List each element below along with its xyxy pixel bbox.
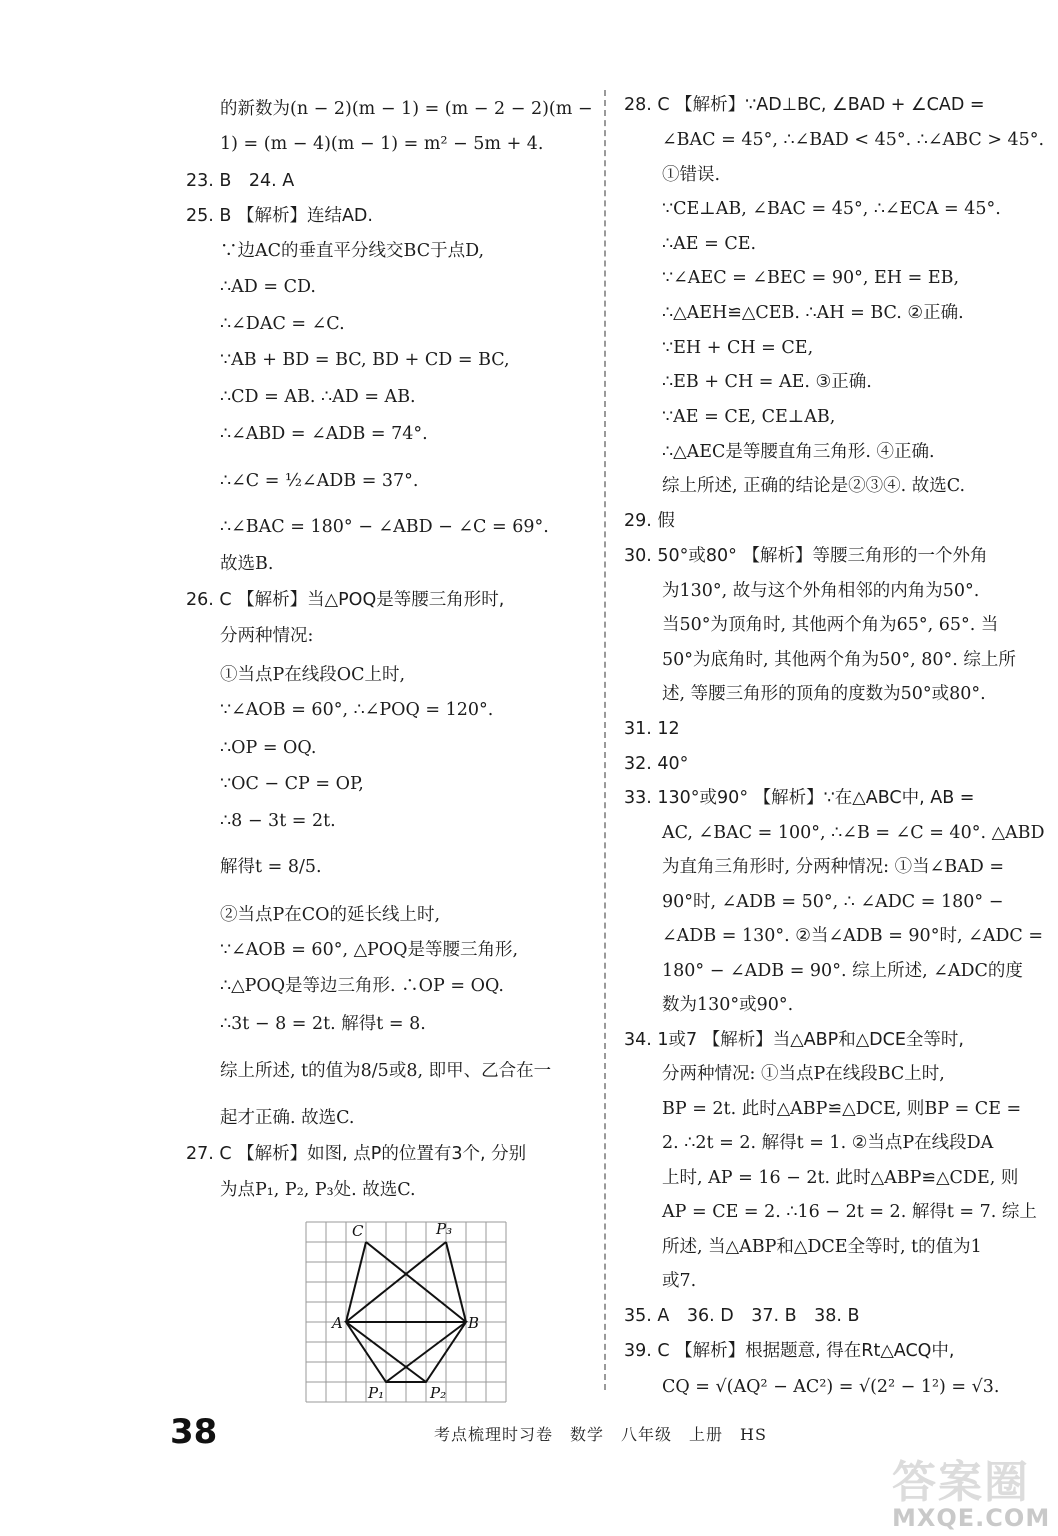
- footer-title: 考点梳理时习卷 数学 八年级 上册 HS: [434, 1425, 767, 1444]
- answer-line: ∴CD = AB. ∴AD = AB.: [220, 387, 416, 407]
- point-label-b: B: [468, 1314, 480, 1332]
- point-label-p3: P₃: [436, 1220, 453, 1238]
- answer-line: ∠BAC = 45°, ∴∠BAD < 45°. ∴∠ABC > 45°.: [662, 130, 1045, 150]
- answer-line: 分两种情况:: [220, 626, 314, 646]
- answer-line: ∴AD = CD.: [220, 277, 316, 297]
- point-label-p2: P₂: [430, 1384, 447, 1402]
- answer-line: 31. 12: [624, 719, 680, 739]
- answer-line: 90°时, ∠ADB = 50°, ∴ ∠ADC = 180° −: [662, 892, 1004, 912]
- answer-line: 为点P₁, P₂, P₃处. 故选C.: [220, 1180, 416, 1200]
- answer-line: 30. 50°或80° 【解析】等腰三角形的一个外角: [624, 546, 988, 566]
- answer-line: 故选B.: [220, 554, 274, 574]
- answer-line: 1) = (m − 4)(m − 1) = m² − 5m + 4.: [220, 134, 544, 154]
- answer-line: 或7.: [662, 1271, 697, 1291]
- answer-line: 27. C 【解析】如图, 点P的位置有3个, 分别: [186, 1144, 527, 1164]
- answer-line: 综上所述, 正确的结论是②③④. 故选C.: [662, 476, 966, 496]
- answer-line: ∵EH + CH = CE,: [662, 338, 814, 358]
- answer-line: ①错误.: [662, 165, 721, 185]
- answer-line: ∵CE⊥AB, ∠BAC = 45°, ∴∠ECA = 45°.: [662, 199, 1001, 219]
- answer-line: 的新数为(n − 2)(m − 1) = (m − 2 − 2)(m −: [220, 99, 593, 119]
- answer-line: 180° − ∠ADB = 90°. 综上所述, ∠ADC的度: [662, 961, 1023, 981]
- answer-line: 35. A 36. D 37. B 38. B: [624, 1306, 860, 1326]
- answer-line: ∴8 − 3t = 2t.: [220, 811, 336, 831]
- answer-line: 为130°, 故与这个外角相邻的内角为50°.: [662, 581, 980, 601]
- answer-line: ∠ADB = 130°. ②当∠ADB = 90°时, ∠ADC =: [662, 926, 1044, 946]
- answer-line: 28. C 【解析】∵AD⊥BC, ∠BAD + ∠CAD =: [624, 95, 985, 115]
- answer-line: 述, 等腰三角形的顶角的度数为50°或80°.: [662, 684, 986, 704]
- answer-line: ①当点P在线段OC上时,: [220, 665, 406, 685]
- answer-line: 25. B 【解析】连结AD.: [186, 206, 373, 226]
- answer-line: 解得t = 8/5.: [220, 857, 322, 877]
- watermark: [892, 1446, 1051, 1532]
- answer-line: ∴△POQ是等边三角形. ∴OP = OQ.: [220, 976, 504, 996]
- answer-line: 所述, 当△ABP和△DCE全等时, t的值为1: [662, 1237, 982, 1257]
- answer-line: ∵边AC的垂直平分线交BC于点D,: [220, 241, 485, 261]
- answer-line: ∴OP = OQ.: [220, 738, 317, 758]
- answer-line: ∴∠ABD = ∠ADB = 74°.: [220, 424, 428, 444]
- answer-line: ∵OC − CP = OP,: [220, 774, 364, 794]
- answer-line: 32. 40°: [624, 754, 689, 774]
- answer-line: 数为130°或90°.: [662, 995, 794, 1015]
- answer-line: 23. B 24. A: [186, 171, 295, 191]
- point-label-c: C: [352, 1222, 364, 1240]
- answer-line: CQ = √(AQ² − AC²) = √(2² − 1²) = √3.: [662, 1377, 1000, 1397]
- answer-line: 上时, AP = 16 − 2t. 此时△ABP≌△CDE, 则: [662, 1168, 1019, 1188]
- answer-line: ∴△AEH≌△CEB. ∴AH = BC. ②正确.: [662, 303, 964, 323]
- answer-line: 起才正确. 故选C.: [220, 1108, 355, 1128]
- answer-line: 分两种情况: ①当点P在线段BC上时,: [662, 1064, 945, 1084]
- answer-line: ∴∠C = ½∠ADB = 37°.: [220, 471, 419, 491]
- answer-line: 33. 130°或90° 【解析】∵在△ABC中, AB =: [624, 788, 975, 808]
- answer-line: ∵∠AOB = 60°, △POQ是等腰三角形,: [220, 940, 519, 960]
- answer-line: 当50°为顶角时, 其他两个角为65°, 65°. 当: [662, 615, 999, 635]
- answer-line: ∴3t − 8 = 2t. 解得t = 8.: [220, 1014, 426, 1034]
- grid-figure: [298, 1214, 510, 1410]
- answer-line: 39. C 【解析】根据题意, 得在Rt△ACQ中,: [624, 1341, 955, 1361]
- answer-line: ②当点P在CO的延长线上时,: [220, 905, 441, 925]
- answer-line: ∴∠DAC = ∠C.: [220, 314, 345, 334]
- watermark-logo: 答案圈: [892, 1457, 1030, 1508]
- answer-line: 26. C 【解析】当△POQ是等腰三角形时,: [186, 590, 505, 610]
- answer-line: ∴△AEC是等腰直角三角形. ④正确.: [662, 442, 935, 462]
- answer-line: 34. 1或7 【解析】当△ABP和△DCE全等时,: [624, 1030, 964, 1050]
- answer-line: AC, ∠BAC = 100°, ∴∠B = ∠C = 40°. △ABD: [662, 823, 1045, 843]
- answer-line: 29. 假: [624, 511, 675, 531]
- answer-line: ∵∠AEC = ∠BEC = 90°, EH = EB,: [662, 268, 960, 288]
- answer-line: ∴EB + CH = AE. ③正确.: [662, 372, 872, 392]
- answer-line: ∵∠AOB = 60°, ∴∠POQ = 120°.: [220, 700, 494, 720]
- answer-line: ∵AE = CE, CE⊥AB,: [662, 407, 836, 427]
- answer-line: 综上所述, t的值为8/5或8, 即甲、乙合在一: [220, 1061, 552, 1081]
- point-label-p1: P₁: [368, 1384, 385, 1402]
- answer-line: AP = CE = 2. ∴16 − 2t = 2. 解得t = 7. 综上: [662, 1202, 1037, 1222]
- page-number: 38: [170, 1412, 218, 1452]
- answer-line: 50°为底角时, 其他两个角为50°, 80°. 综上所: [662, 650, 1016, 670]
- watermark-url: MXQE.COM: [892, 1504, 1051, 1532]
- answer-line: 为直角三角形时, 分两种情况: ①当∠BAD =: [662, 857, 1005, 877]
- answer-line: ∵AB + BD = BC, BD + CD = BC,: [220, 350, 510, 370]
- answer-line: BP = 2t. 此时△ABP≌△DCE, 则BP = CE =: [662, 1099, 1022, 1119]
- point-label-a: A: [332, 1314, 343, 1332]
- column-divider: [604, 90, 606, 1390]
- answer-line: ∴AE = CE.: [662, 234, 757, 254]
- answer-line: ∴∠BAC = 180° − ∠ABD − ∠C = 69°.: [220, 517, 549, 537]
- answer-line: 2. ∴2t = 2. 解得t = 1. ②当点P在线段DA: [662, 1133, 994, 1153]
